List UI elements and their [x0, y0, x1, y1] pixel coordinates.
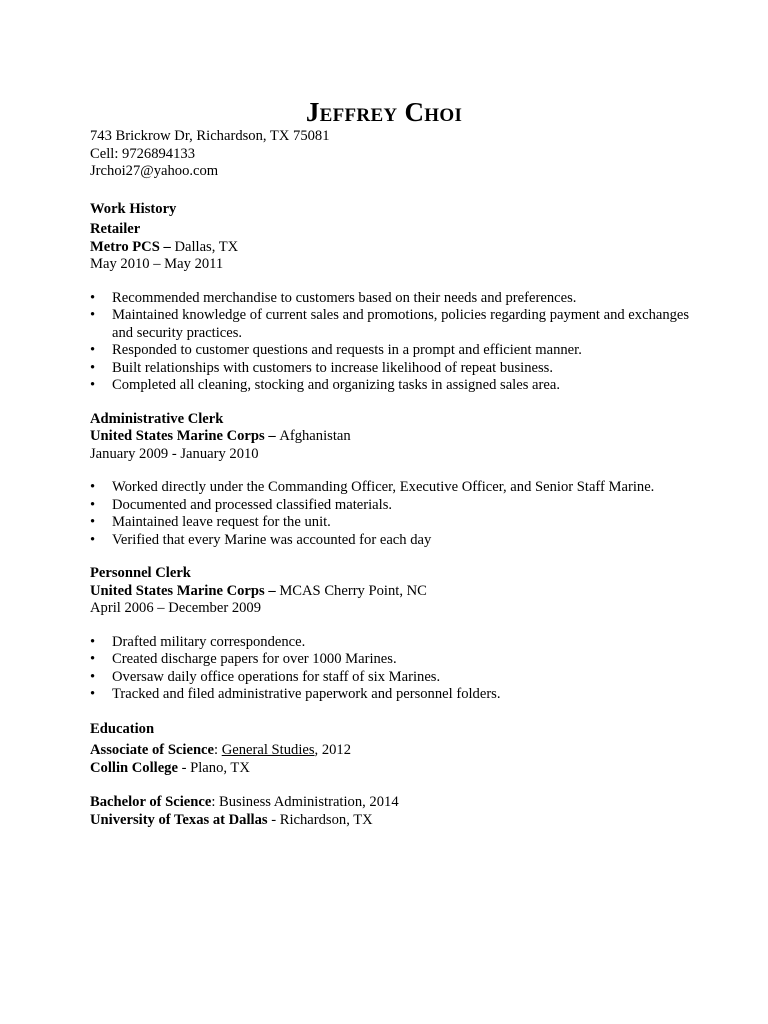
- education-heading: Education: [90, 720, 155, 737]
- education-year: , 2012: [314, 742, 352, 758]
- list-item: • Maintained knowledge of current sales and promotions, policies regarding payment and exchanges and security practices.: [90, 307, 690, 342]
- education-field: General Studies: [221, 742, 315, 758]
- cell-line: Cell: 9726894133: [90, 145, 195, 162]
- education-degree: Associate of Science: [90, 742, 215, 758]
- job-bullets: [90, 479, 690, 549]
- education-degree-line: Bachelor of Science: Business Administration, 2014: [90, 794, 399, 810]
- education-location: - Plano, TX: [177, 759, 250, 776]
- resume-name: Jeffrey Choi: [305, 97, 463, 127]
- job-title: Retailer: [90, 221, 141, 237]
- education-location: - Richardson, TX: [267, 811, 373, 828]
- resume-page: [90, 96, 690, 829]
- list-item: • Built relationships with customers to increase likelihood of repeat business.: [90, 360, 690, 378]
- contact-info: [90, 128, 690, 181]
- address-line: 743 Brickrow Dr, Richardson, TX 75081: [90, 128, 330, 144]
- education-school: Collin College: [90, 759, 178, 776]
- job-dates: January 2009 - January 2010: [90, 445, 259, 462]
- list-item: • Tracked and filed administrative paperwork and personnel folders.: [90, 686, 690, 704]
- job-employer: United States Marine Corps: [90, 428, 265, 444]
- list-item: • Created discharge papers for over 1000 Marines.: [90, 651, 690, 669]
- education-entry: [90, 794, 690, 829]
- job-employer: United States Marine Corps: [90, 582, 265, 599]
- job-bullets: [90, 634, 690, 704]
- list-item: • Completed all cleaning, stocking and organizing tasks in assigned sales area.: [90, 377, 690, 395]
- job-location: Dallas, TX: [174, 238, 239, 255]
- job-employer-line: United States Marine Corps – MCAS Cherry Point, NC: [90, 582, 427, 599]
- job-title: Personnel Clerk: [90, 565, 191, 581]
- list-item: • Verified that every Marine was accounted for each day: [90, 532, 690, 550]
- job-employer-line: Metro PCS – Dallas, TX: [90, 238, 239, 255]
- job-entry: [90, 565, 690, 704]
- job-location: Afghanistan: [279, 428, 351, 444]
- job-entry: [90, 411, 690, 550]
- job-location: MCAS Cherry Point, NC: [279, 582, 427, 599]
- list-item: • Oversaw daily office operations for staff of six Marines.: [90, 669, 690, 687]
- job-bullets: [90, 290, 690, 395]
- email-line: Jrchoi27@yahoo.com: [90, 163, 219, 179]
- education-degree-line: Associate of Science: General Studies, 2012: [90, 742, 352, 758]
- job-employer-line: United States Marine Corps – Afghanistan: [90, 428, 351, 444]
- job-dates: May 2010 – May 2011: [90, 256, 224, 272]
- list-item: • Worked directly under the Commanding Officer, Executive Officer, and Senior Staff Marine.: [90, 479, 690, 497]
- job-employer: Metro PCS: [90, 238, 160, 255]
- job-entry: [90, 221, 690, 395]
- education-school: University of Texas at Dallas: [90, 811, 268, 828]
- list-item: • Maintained leave request for the unit.: [90, 514, 690, 532]
- education-degree: Bachelor of Science: [90, 794, 212, 810]
- list-item: • Documented and processed classified materials.: [90, 497, 690, 515]
- job-title: Administrative Clerk: [90, 410, 224, 427]
- education-school-line: [90, 760, 690, 778]
- education-field: Business Administration, 2014: [219, 794, 399, 810]
- education-school-line: [90, 812, 690, 830]
- work-history-heading: Work History: [90, 200, 177, 217]
- education-entry: [90, 742, 690, 777]
- job-dates: April 2006 – December 2009: [90, 600, 262, 616]
- list-item: • Drafted military correspondence.: [90, 634, 690, 652]
- list-item: • Responded to customer questions and requests in a prompt and efficient manner.: [90, 342, 690, 360]
- list-item: • Recommended merchandise to customers based on their needs and preferences.: [90, 290, 690, 308]
